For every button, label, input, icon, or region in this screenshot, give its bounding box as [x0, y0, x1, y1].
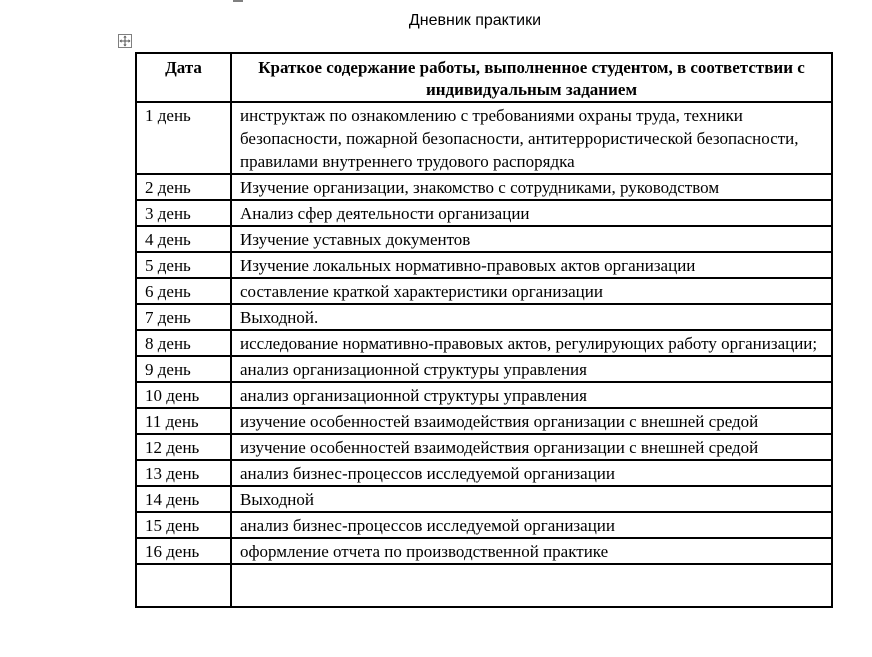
table-row [136, 564, 832, 607]
work-description-cell[interactable]: анализ бизнес-процессов исследуемой организации [231, 512, 832, 538]
day-cell[interactable]: 9 день [136, 356, 231, 382]
day-cell[interactable]: 5 день [136, 252, 231, 278]
table-row [136, 486, 832, 512]
day-cell[interactable]: 12 день [136, 434, 231, 460]
work-description-cell[interactable]: изучение особенностей взаимодействия организации с внешней средой [231, 434, 832, 460]
table-body [136, 102, 832, 607]
table-row [136, 174, 832, 200]
day-cell[interactable]: 16 день [136, 538, 231, 564]
table-row [136, 304, 832, 330]
work-description-cell[interactable]: Изучение уставных документов [231, 226, 832, 252]
day-cell[interactable]: 6 день [136, 278, 231, 304]
work-description-cell[interactable]: Выходной. [231, 304, 832, 330]
work-description-cell[interactable]: изучение особенностей взаимодействия организации с внешней средой [231, 408, 832, 434]
day-cell[interactable]: 15 день [136, 512, 231, 538]
header-date: Дата [136, 53, 231, 102]
day-cell[interactable]: 3 день [136, 200, 231, 226]
work-description-cell[interactable]: Изучение организации, знакомство с сотрудниками, руководством [231, 174, 832, 200]
day-cell[interactable]: 2 день [136, 174, 231, 200]
day-cell[interactable]: 7 день [136, 304, 231, 330]
table-row [136, 382, 832, 408]
work-description-cell[interactable]: исследование нормативно-правовых актов, регулирующих работу организации; [231, 330, 832, 356]
day-cell[interactable]: 4 день [136, 226, 231, 252]
day-cell[interactable]: 14 день [136, 486, 231, 512]
day-cell[interactable] [136, 564, 231, 607]
work-description-cell[interactable]: Анализ сфер деятельности организации [231, 200, 832, 226]
table-row [136, 200, 832, 226]
day-cell[interactable]: 11 день [136, 408, 231, 434]
day-cell[interactable]: 8 день [136, 330, 231, 356]
header-content: Краткое содержание работы, выполненное студентом, в соответствии с индивидуальным заданием [231, 53, 832, 102]
cursor-marker [233, 0, 243, 2]
work-description-cell[interactable] [231, 564, 832, 607]
table-header-row [136, 53, 832, 102]
day-cell[interactable]: 13 день [136, 460, 231, 486]
table-row [136, 252, 832, 278]
day-cell[interactable]: 1 день [136, 102, 231, 174]
work-description-cell[interactable]: инструктаж по ознакомлению с требованиями охраны труда, техники безопасности, пожарной безопасности, антитеррористической безопасности, правилами внутреннего трудового распорядка [231, 102, 832, 174]
work-description-cell[interactable]: анализ бизнес-процессов исследуемой организации [231, 460, 832, 486]
day-cell[interactable]: 10 день [136, 382, 231, 408]
work-description-cell[interactable]: Изучение локальных нормативно-правовых актов организации [231, 252, 832, 278]
work-description-cell[interactable]: анализ организационной структуры управления [231, 356, 832, 382]
table-row [136, 538, 832, 564]
table-row [136, 408, 832, 434]
move-arrows-icon [119, 35, 131, 47]
work-description-cell[interactable]: составление краткой характеристики организации [231, 278, 832, 304]
table-row [136, 278, 832, 304]
table-row [136, 226, 832, 252]
table-move-handle[interactable] [118, 34, 132, 48]
work-description-cell[interactable]: оформление отчета по производственной практике [231, 538, 832, 564]
document-title: Дневник практики [408, 12, 542, 29]
table-row [136, 356, 832, 382]
work-description-cell[interactable]: анализ организационной структуры управления [231, 382, 832, 408]
table-row [136, 460, 832, 486]
work-description-cell[interactable]: Выходной [231, 486, 832, 512]
table-row [136, 434, 832, 460]
table-row [136, 330, 832, 356]
table-row [136, 512, 832, 538]
table-row [136, 102, 832, 174]
practice-diary-table [135, 52, 833, 608]
